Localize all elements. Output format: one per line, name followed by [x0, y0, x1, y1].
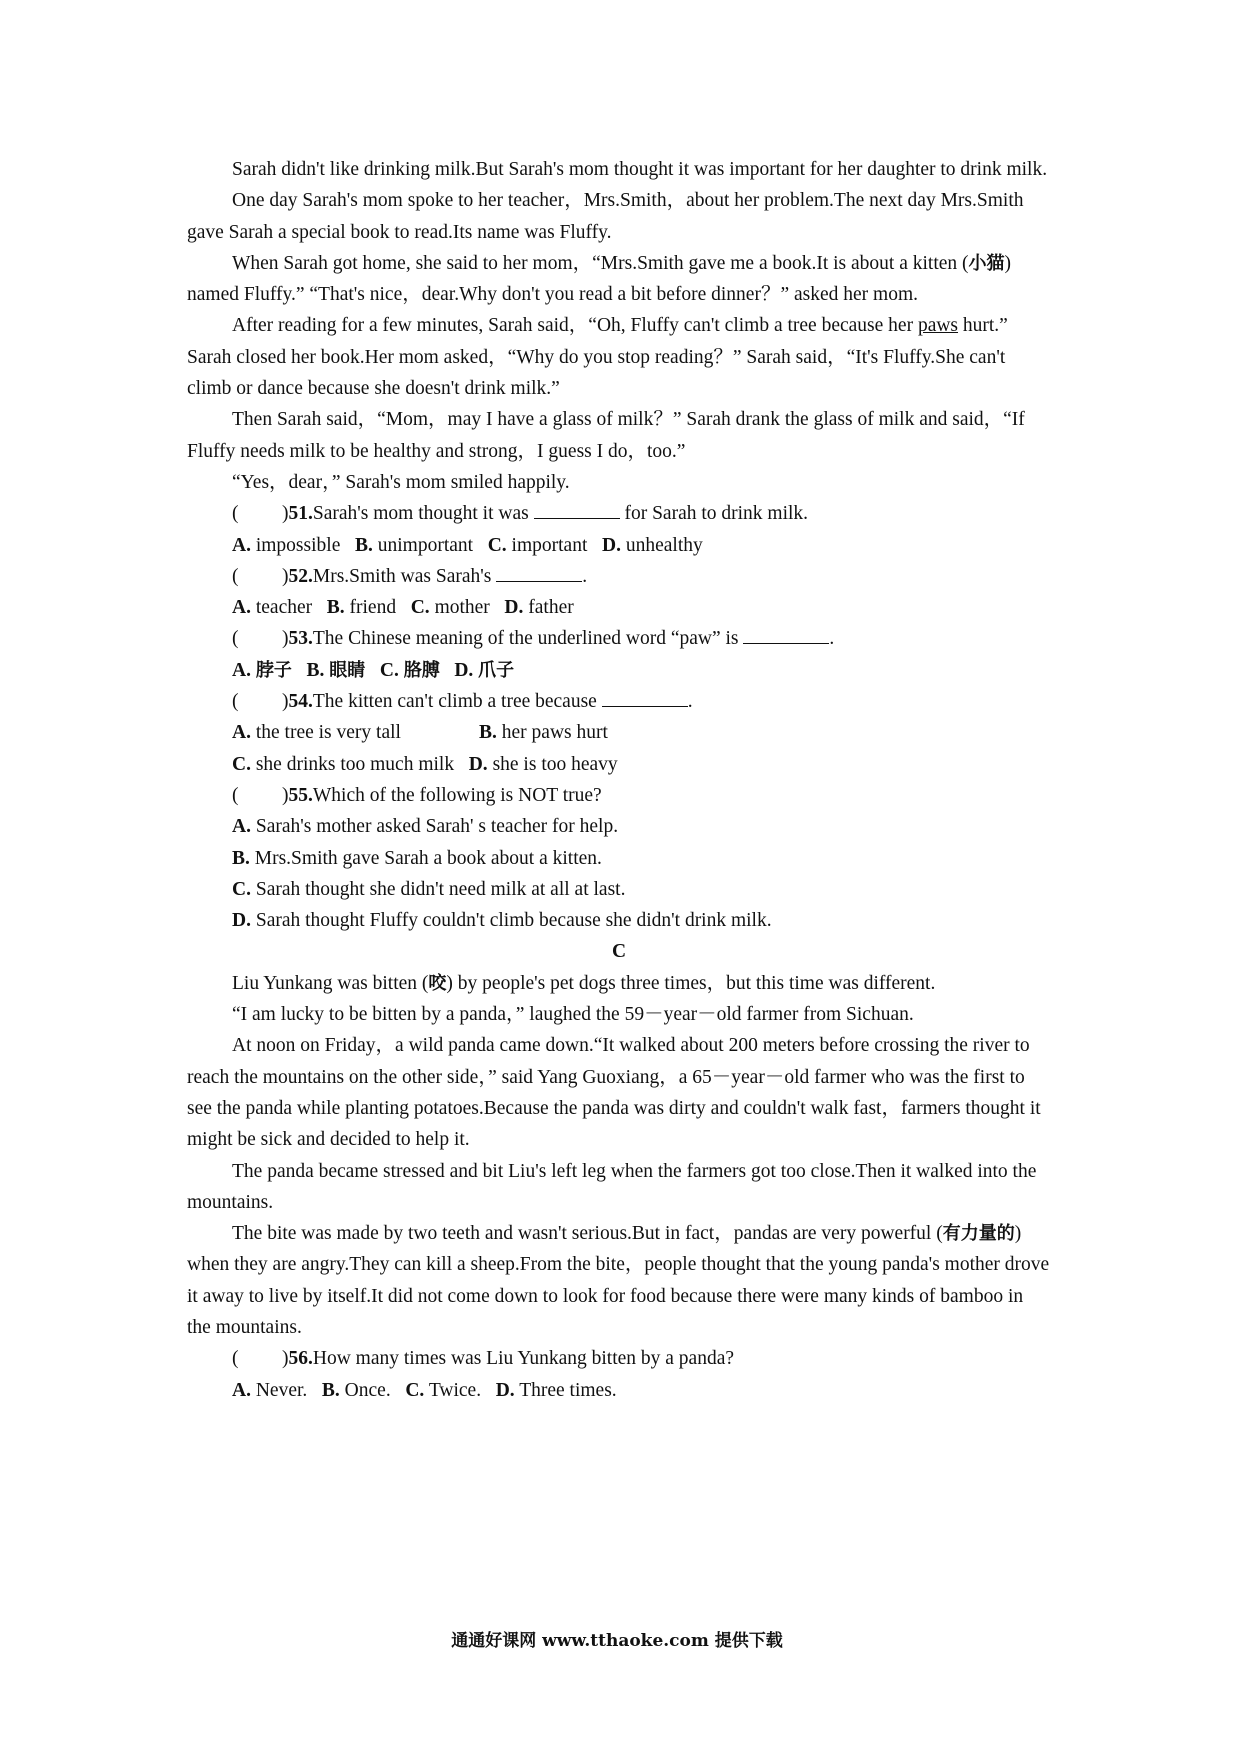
paren-close: ) — [282, 784, 289, 806]
option-d: father — [528, 597, 574, 619]
passage-c-paragraph-5 — [187, 1218, 1051, 1343]
answer-paren: ( — [232, 628, 239, 650]
answer-paren: ( — [232, 503, 239, 525]
option-c: important — [511, 534, 588, 556]
option-c: Sarah thought she didn't need milk at all at last. — [255, 878, 626, 900]
option-b: Once. — [344, 1379, 391, 1401]
paren-close: ) — [282, 628, 289, 650]
chinese-gloss: 有力量的 — [942, 1223, 1015, 1245]
question-number: 51. — [288, 503, 313, 525]
question-56-options: A. Never. B. Once. C. Twice. D. Three times. — [232, 1379, 617, 1401]
section-c-heading: C — [611, 941, 627, 963]
option-c: 胳膊 — [403, 659, 440, 681]
answer-blank — [534, 498, 620, 519]
question-51 — [187, 498, 1051, 529]
question-51-options: A. impossible B. unimportant C. important D. unhealthy — [232, 534, 703, 556]
option-a: impossible — [255, 534, 341, 556]
passage-b-paragraph-3 — [187, 248, 1051, 311]
text-segment: The bite was made by two teeth and wasn't serious.But in fact，pandas are very powerful ( — [232, 1223, 943, 1245]
option-b: her paws hurt — [501, 722, 608, 744]
option-d: 爪子 — [478, 659, 515, 681]
question-52 — [187, 561, 1051, 592]
passage-c-paragraph-2: “I am lucky to be bitten by a panda，” laughed the 59－year－old farmer from Sichuan. — [232, 1004, 914, 1026]
passage-b-paragraph-2: One day Sarah's mom spoke to her teacher，Mrs.Smith，about her problem.The next day Mrs.Smith gave Sarah a special book to read.Its name was Fluffy. — [187, 190, 1024, 243]
option-c: she drinks too much milk — [255, 753, 455, 775]
option-a: the tree is very tall — [255, 722, 401, 744]
question-53-options: A. 脖子 B. 眼睛 C. 胳膊 D. 爪子 — [232, 659, 515, 681]
option-a: 脖子 — [255, 659, 292, 681]
question-number: 56. — [288, 1348, 313, 1370]
option-b: 眼睛 — [329, 659, 366, 681]
paren-close: ) — [282, 1348, 289, 1370]
question-text: . — [829, 628, 835, 650]
text-segment: ) named Fluffy.” “That's nice，dear.Why don't you read a bit before dinner？” asked her mom. — [187, 252, 1012, 306]
question-53 — [187, 623, 1051, 654]
question-text: How many times was Liu Yunkang bitten by a panda? — [312, 1348, 735, 1370]
question-55-option-a: A. Sarah's mother asked Sarah' s teacher for help. — [232, 816, 619, 838]
question-56 — [187, 1343, 1051, 1374]
option-d: unhealthy — [625, 534, 703, 556]
option-c: Twice. — [428, 1379, 482, 1401]
question-55-option-d: D. Sarah thought Fluffy couldn't climb because she didn't drink milk. — [232, 910, 772, 932]
text-segment: ) when they are angry.They can kill a sheep.From the bite，people thought that the young panda's mother drove it away to live by itself.It did not come down to look for food because there were many kinds of bamboo in the mountains. — [187, 1223, 1050, 1338]
question-text: for Sarah to drink milk. — [619, 503, 809, 525]
option-b: Mrs.Smith gave Sarah a book about a kitten. — [254, 847, 602, 869]
question-text: Sarah's mom thought it was — [312, 503, 534, 525]
option-d: Sarah thought Fluffy couldn't climb because she didn't drink milk. — [255, 910, 772, 932]
passage-c-paragraph-1 — [187, 968, 1051, 999]
question-54-options-row-1: A. the tree is very tall B. her paws hurt — [232, 722, 608, 744]
answer-paren: ( — [232, 691, 239, 713]
option-a: Never. — [255, 1379, 308, 1401]
text-segment: After reading for a few minutes, Sarah said，“Oh, Fluffy can't climb a tree because her — [232, 315, 918, 337]
question-number: 53. — [288, 628, 313, 650]
paren-close: ) — [282, 503, 289, 525]
paren-close: ) — [282, 565, 289, 587]
answer-blank — [602, 686, 688, 707]
option-a: Sarah's mother asked Sarah' s teacher for help. — [255, 816, 619, 838]
question-number: 54. — [288, 691, 313, 713]
paren-close: ) — [282, 691, 289, 713]
option-d: Three times. — [519, 1379, 617, 1401]
question-number: 52. — [288, 565, 313, 587]
question-55-option-b: B. Mrs.Smith gave Sarah a book about a kitten. — [232, 847, 602, 869]
question-54 — [187, 686, 1051, 717]
answer-paren: ( — [232, 565, 239, 587]
question-number: 55. — [288, 784, 313, 806]
passage-c-paragraph-4: The panda became stressed and bit Liu's left leg when the farmers got too close.Then it walked into the mountains. — [187, 1160, 1037, 1213]
chinese-gloss: 咬 — [428, 972, 447, 994]
footer-watermark: 通通好课网 www.tthaoke.com 提供下载 — [451, 1631, 783, 1651]
option-b: unimportant — [377, 534, 474, 556]
question-52-options: A. teacher B. friend C. mother D. father — [232, 597, 574, 619]
question-55 — [187, 780, 1051, 811]
chinese-gloss: 小猫 — [968, 252, 1005, 274]
question-54-options-row-2: C. she drinks too much milk D. she is too heavy — [232, 753, 618, 775]
text-segment: Liu Yunkang was bitten ( — [232, 972, 429, 994]
document-page — [187, 154, 1051, 1406]
passage-b-paragraph-5: Then Sarah said，“Mom，may I have a glass of milk？” Sarah drank the glass of milk and said，“If Fluffy needs milk to be healthy and strong，I guess I do，too.” — [187, 409, 1025, 462]
question-text: Which of the following is NOT true? — [312, 784, 602, 806]
text-segment: hurt.” Sarah closed her book.Her mom asked，“Why do you stop reading？” Sarah said，“It's Fluffy.She can't climb or dance because she doesn't drink milk.” — [187, 315, 1008, 400]
answer-paren: ( — [232, 1348, 239, 1370]
option-a: teacher — [255, 597, 313, 619]
question-text: . — [687, 691, 693, 713]
question-text: The kitten can't climb a tree because — [312, 691, 602, 713]
text-segment: When Sarah got home, she said to her mom，“Mrs.Smith gave me a book.It is about a kitten ( — [232, 252, 969, 274]
passage-b-paragraph-4 — [187, 310, 1051, 404]
text-segment: ) by people's pet dogs three times，but this time was different. — [446, 972, 936, 994]
passage-c-paragraph-3: At noon on Friday，a wild panda came down.“It walked about 200 meters before crossing the river to reach the mountains on the other side，” said Yang Guoxiang，a 65－year－old farmer who was the first to see the panda while planting potatoes.Because the panda was dirty and couldn't walk fast，farmers thought it might be sick and decided to help it. — [187, 1035, 1041, 1151]
answer-paren: ( — [232, 784, 239, 806]
question-text: Mrs.Smith was Sarah's — [312, 565, 497, 587]
question-text: . — [582, 565, 588, 587]
option-c: mother — [434, 597, 490, 619]
option-d: she is too heavy — [492, 753, 618, 775]
option-b: friend — [349, 597, 397, 619]
underlined-word: paws — [917, 315, 959, 337]
question-text: The Chinese meaning of the underlined word “paw” is — [312, 628, 744, 650]
question-55-option-c: C. Sarah thought she didn't need milk at all at last. — [232, 878, 626, 900]
answer-blank — [496, 561, 582, 582]
passage-b-paragraph-1: Sarah didn't like drinking milk.But Sarah's mom thought it was important for her daughter to drink milk. — [232, 159, 1048, 180]
passage-b-paragraph-6: “Yes，dear，” Sarah's mom smiled happily. — [232, 471, 570, 493]
answer-blank — [743, 623, 829, 644]
